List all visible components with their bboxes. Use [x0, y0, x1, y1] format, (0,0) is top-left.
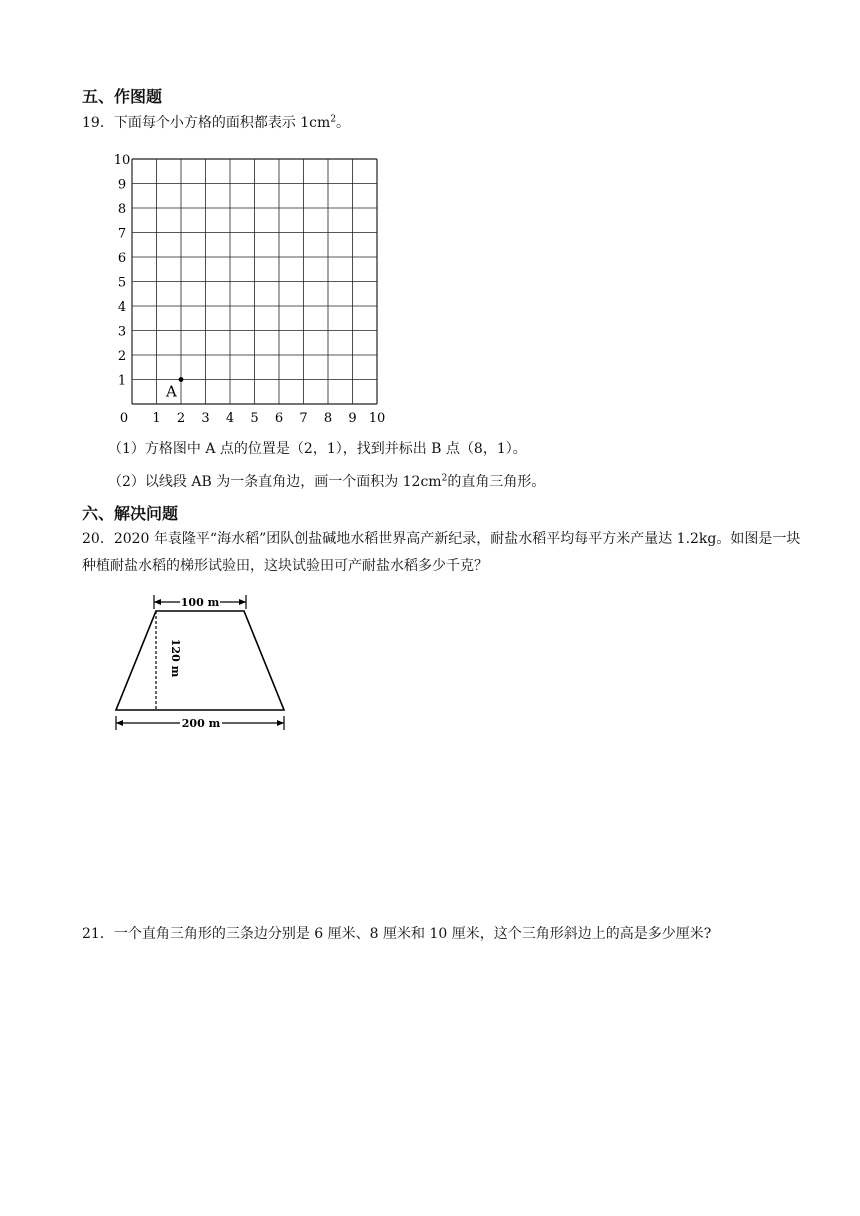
question-19-sub-2 — [108, 472, 545, 492]
x-tick-label: 5 — [250, 411, 259, 426]
point-a-label: A — [166, 382, 177, 401]
point-a-marker — [179, 377, 184, 382]
x-tick-label: 2 — [176, 411, 186, 426]
superscript: 2 — [441, 473, 448, 484]
y-tick-label: 1 — [117, 373, 127, 389]
y-tick-label: 9 — [117, 177, 127, 193]
coordinate-grid — [100, 138, 400, 428]
y-tick-label: 2 — [117, 349, 127, 364]
x-tick-label: 6 — [274, 411, 284, 426]
x-tick-label: 8 — [323, 411, 333, 426]
y-tick-label: 4 — [117, 300, 127, 315]
y-tick-label: 5 — [117, 275, 127, 291]
x-tick-label: 7 — [299, 411, 308, 426]
question-number: 19． — [82, 115, 114, 131]
trapezoid-figure — [110, 590, 300, 735]
question-19-sub-1: （1）方格图中 A 点的位置是（2，1），找到并标出 B 点（8，1）。 — [108, 441, 527, 457]
x-tick-labels — [120, 411, 385, 426]
trapezoid-shape — [116, 611, 284, 710]
section-5-title: 五、作图题 — [82, 87, 163, 106]
y-tick-labels — [114, 153, 131, 389]
superscript: 2 — [330, 114, 337, 125]
question-text: 2020 年袁隆平“海水稻”团队创盐碱地水稻世界高产新纪录，耐盐水稻平均每平方米产量达 1.2kg。如图是一块种植耐盐水稻的梯形试验田，这块试验田可产耐盐水稻多少千克？ — [82, 531, 801, 574]
question-text: 下面每个小方格的面积都表示 1cm — [113, 115, 331, 131]
x-tick-label: 0 — [119, 411, 129, 426]
y-tick-label: 3 — [117, 324, 127, 340]
height-label: 120 m — [169, 638, 182, 678]
top-base-label: 100 m — [180, 596, 220, 609]
question-19-stem — [82, 113, 350, 133]
sub-2-text-end: 的直角三角形。 — [447, 474, 546, 490]
sub-2-text: （2）以线段 AB 为一条直角边，画一个面积为 12cm — [108, 474, 442, 490]
question-21 — [82, 924, 711, 944]
x-tick-label: 9 — [348, 411, 357, 426]
question-number: 20． — [82, 531, 114, 547]
y-tick-label: 10 — [113, 153, 131, 168]
y-tick-label: 6 — [117, 251, 127, 266]
y-tick-label: 8 — [117, 202, 127, 217]
question-number: 21． — [82, 926, 114, 942]
question-text: 一个直角三角形的三条边分别是 6 厘米、8 厘米和 10 厘米，这个三角形斜边上的高是多少厘米? — [113, 926, 712, 942]
y-tick-label: 7 — [117, 226, 127, 242]
question-text-end: 。 — [336, 115, 351, 131]
x-tick-label: 3 — [201, 411, 210, 426]
section-6-title: 六、解决问题 — [82, 504, 179, 523]
x-tick-label: 10 — [368, 411, 386, 426]
x-tick-label: 1 — [152, 411, 161, 426]
question-20 — [82, 526, 812, 580]
bottom-base-label: 200 m — [181, 717, 221, 730]
grid-lines — [132, 159, 377, 404]
x-tick-label: 4 — [225, 411, 235, 426]
